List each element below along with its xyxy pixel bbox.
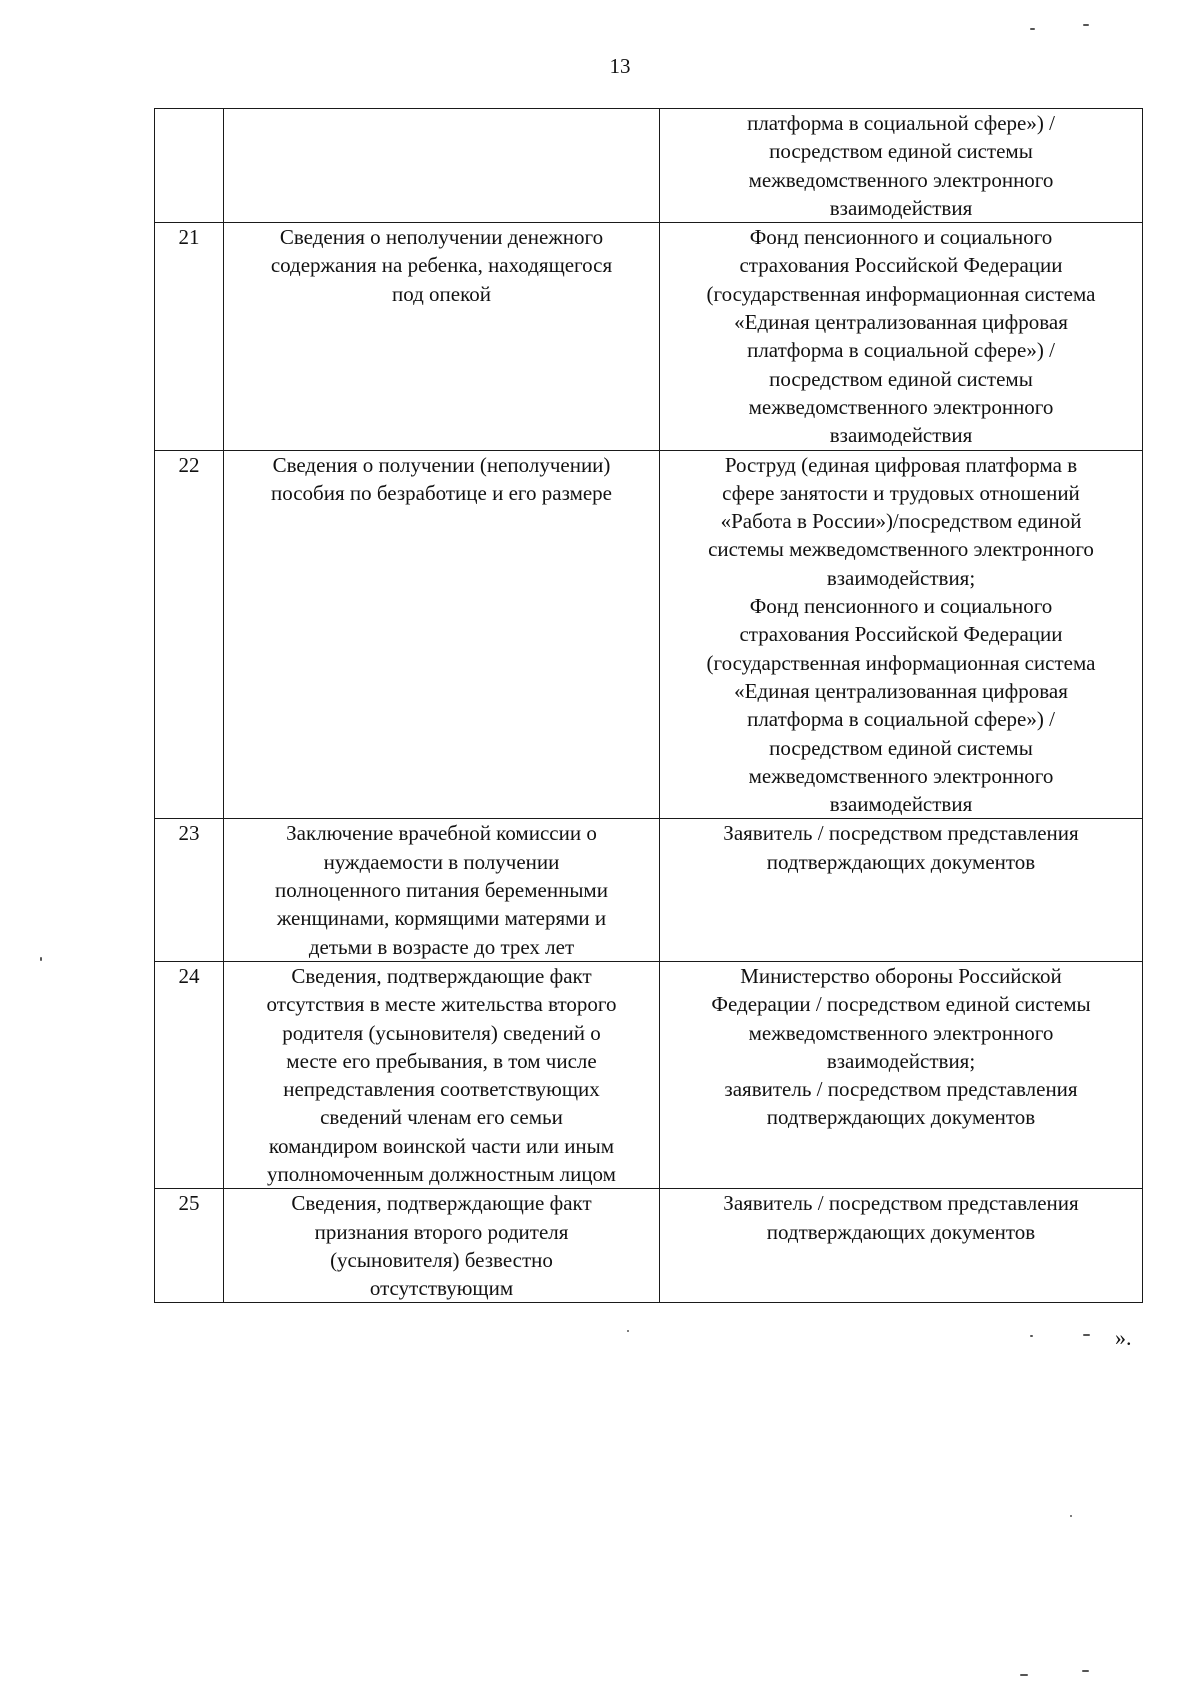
info-line: нуждаемости в получении: [323, 849, 560, 874]
info-line: (усыновителя) безвестно: [330, 1247, 553, 1272]
source-cell: [660, 450, 1143, 819]
source-cell: [660, 1189, 1143, 1303]
source-line: страхования Российской Федерации: [739, 622, 1063, 647]
source-line: взаимодействия;: [826, 1048, 976, 1073]
source-line: межведомственного электронного: [748, 1020, 1054, 1045]
source-line: «Работа в России»)/посредством единой: [720, 509, 1082, 534]
table-body: [155, 109, 1143, 1303]
source-line: подтверждающих документов: [766, 849, 1036, 874]
source-cell: [660, 819, 1143, 961]
scan-speck: [1070, 1515, 1072, 1517]
source-line: подтверждающих документов: [766, 1105, 1036, 1130]
scan-speck: [627, 1330, 629, 1332]
info-line: под опекой: [391, 281, 491, 306]
source-line: взаимодействия: [829, 195, 973, 220]
source-line: заявитель / посредством представления: [724, 1077, 1078, 1102]
source-line: Заявитель / посредством представления: [723, 821, 1079, 846]
source-line: Федерации / посредством единой системы: [711, 992, 1091, 1017]
row-number-cell: [155, 223, 224, 450]
info-line: командиром воинской части или иным: [268, 1133, 615, 1158]
info-line: родителя (усыновителя) сведений о: [282, 1020, 601, 1045]
row-number: 25: [178, 1191, 200, 1216]
source-line: «Единая централизованная цифровая: [734, 310, 1068, 335]
table-row: [155, 109, 1143, 223]
source-line: Роструд (единая цифровая платформа в: [724, 452, 1078, 477]
info-line: полноценного питания беременными: [275, 878, 608, 903]
scan-speck: [1083, 1334, 1090, 1336]
table-row: [155, 819, 1143, 961]
table-row: [155, 223, 1143, 450]
source-line: межведомственного электронного: [748, 394, 1054, 419]
source-line: (государственная информационная система: [706, 281, 1096, 306]
source-line: межведомственного электронного: [748, 763, 1054, 788]
info-line: отсутствующим: [369, 1276, 514, 1301]
info-cell: [224, 1189, 660, 1303]
scan-speck: [40, 957, 42, 961]
document-table: [154, 108, 1143, 1303]
source-line: Заявитель / посредством представления: [723, 1191, 1079, 1216]
source-line: взаимодействия: [829, 423, 973, 448]
scan-speck: [1030, 28, 1035, 30]
scan-speck: [1030, 1335, 1033, 1337]
row-number: 22: [178, 452, 200, 477]
table-row: [155, 961, 1143, 1188]
row-number-cell: [155, 961, 224, 1188]
source-line: Министерство обороны Российской: [740, 963, 1062, 988]
source-line: системы межведомственного электронного: [708, 537, 1094, 562]
info-line: уполномоченным должностным лицом: [267, 1161, 616, 1186]
source-line: посредством единой системы: [769, 366, 1033, 391]
info-line: Сведения о неполучении денежного: [279, 225, 604, 250]
row-number: 23: [178, 821, 200, 846]
row-number: 21: [178, 225, 200, 250]
info-line: Сведения, подтверждающие факт: [291, 963, 592, 988]
row-number: 24: [178, 963, 200, 988]
info-line: месте его пребывания, в том числе: [286, 1048, 597, 1073]
closing-quote: ».: [1115, 1325, 1132, 1350]
source-cell: [660, 223, 1143, 450]
info-cell: [224, 819, 660, 961]
row-number-cell: [155, 1189, 224, 1303]
info-line: детьми в возрасте до трех лет: [308, 934, 575, 959]
source-line: взаимодействия;: [826, 565, 976, 590]
info-line: Сведения о получении (неполучении): [272, 452, 611, 477]
source-line: Фонд пенсионного и социального: [749, 594, 1053, 619]
source-cell: [660, 961, 1143, 1188]
source-cell: [660, 109, 1143, 223]
table-row: [155, 450, 1143, 819]
info-cell: [224, 961, 660, 1188]
source-line: Фонд пенсионного и социального: [749, 225, 1053, 250]
source-line: сфере занятости и трудовых отношений: [722, 480, 1080, 505]
source-line: «Единая централизованная цифровая: [734, 678, 1068, 703]
source-line: подтверждающих документов: [766, 1219, 1036, 1244]
source-line: платформа в социальной сфере») /: [747, 338, 1055, 363]
table-row: [155, 1189, 1143, 1303]
source-line: страхования Российской Федерации: [739, 253, 1063, 278]
scan-speck: [1020, 1674, 1028, 1676]
source-line: платформа в социальной сфере») /: [747, 707, 1055, 732]
info-line: Заключение врачебной комиссии о: [286, 821, 597, 846]
scan-speck: [1083, 24, 1089, 26]
info-line: женщинами, кормящими матерями и: [276, 906, 607, 931]
page-number: 13: [609, 54, 631, 78]
row-number-cell: [155, 819, 224, 961]
info-line: Сведения, подтверждающие факт: [291, 1191, 592, 1216]
info-line: пособия по безработице и его размере: [270, 480, 613, 505]
info-cell: [224, 223, 660, 450]
source-line: посредством единой системы: [769, 139, 1033, 164]
scan-speck: [1082, 1670, 1089, 1672]
source-line: взаимодействия: [829, 792, 973, 817]
info-cell: [224, 109, 660, 223]
row-number-cell: [155, 109, 224, 223]
row-number-cell: [155, 450, 224, 819]
source-line: межведомственного электронного: [748, 167, 1054, 192]
info-line: содержания на ребенка, находящегося: [270, 253, 613, 278]
info-cell: [224, 450, 660, 819]
info-line: отсутствия в месте жительства второго: [266, 992, 617, 1017]
info-line: непредставления соответствующих: [283, 1077, 600, 1102]
source-line: посредством единой системы: [769, 735, 1033, 760]
source-line: платформа в социальной сфере») /: [747, 111, 1055, 135]
info-line: признания второго родителя: [314, 1219, 569, 1244]
source-line: (государственная информационная система: [706, 650, 1096, 675]
info-line: сведений членам его семьи: [320, 1105, 563, 1130]
